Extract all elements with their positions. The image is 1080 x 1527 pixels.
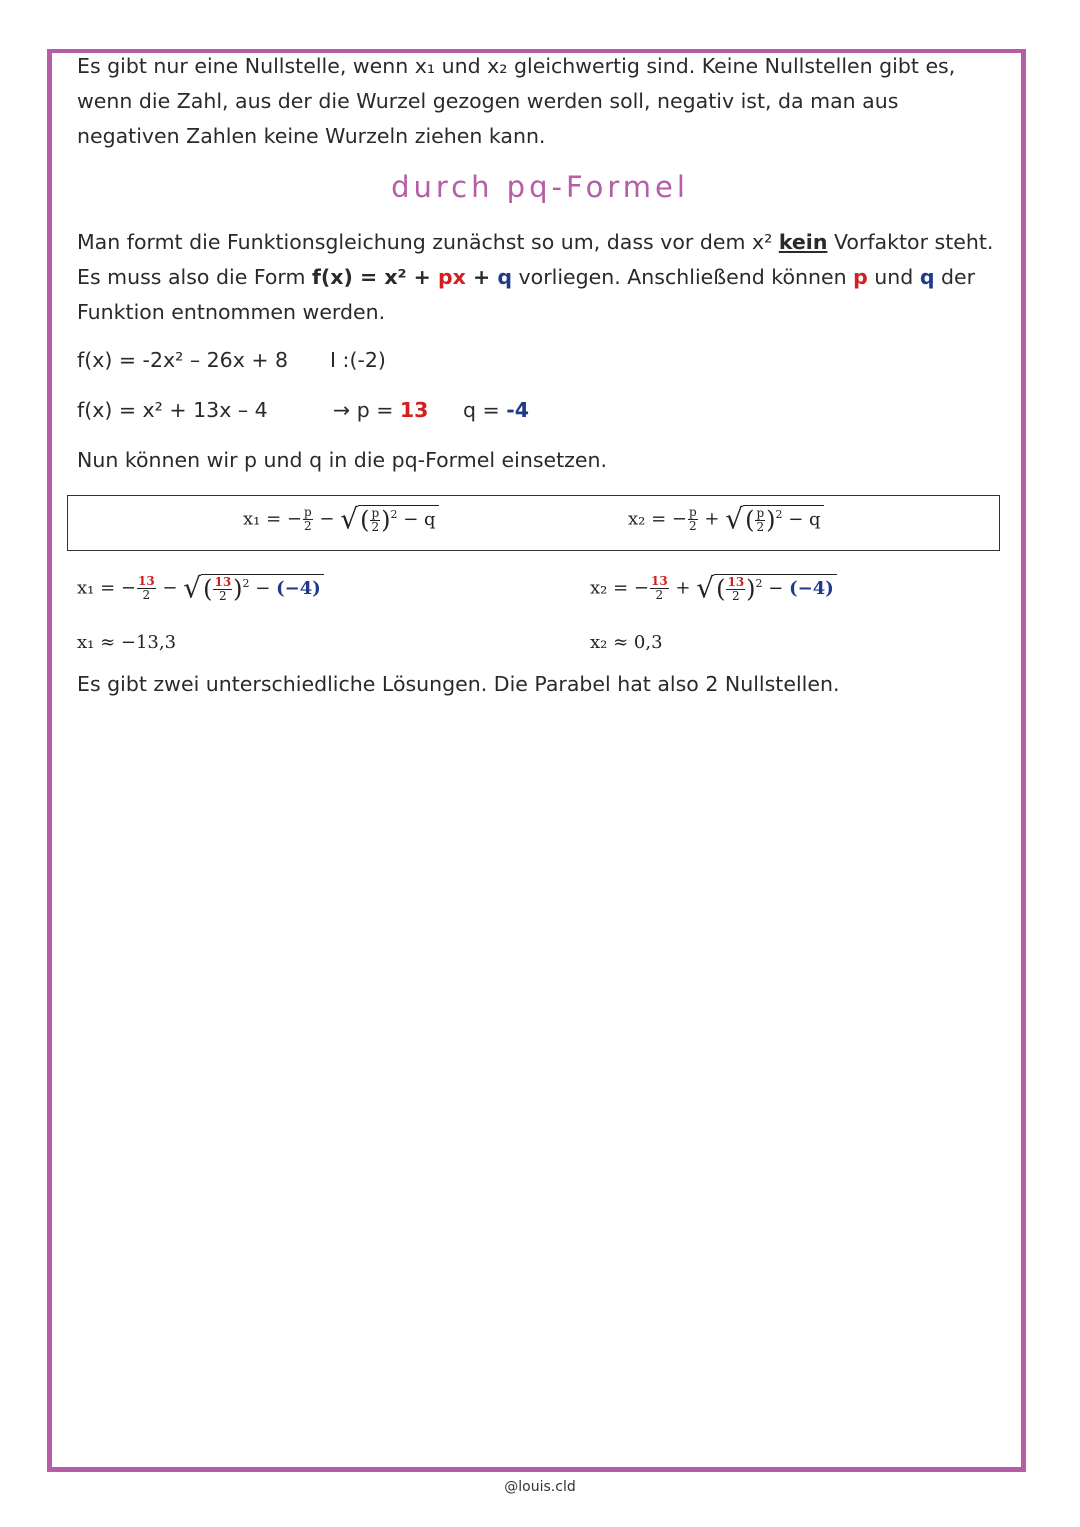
formula-plus: + [704, 508, 720, 530]
sqrt-icon: √ [340, 502, 359, 536]
sqrt-icon: √ [725, 502, 744, 536]
arrow-p-label: → p = [333, 398, 400, 422]
sub-x1-lhs: x₁ = − [77, 577, 136, 599]
explanation-text: der Funktion entnommen werden. [77, 265, 976, 324]
form-plus: + [465, 265, 498, 289]
q-value: -4 [506, 398, 530, 422]
kein-emphasis: kein [778, 230, 828, 254]
explanation-text: Vorfaktor steht. Es muss also die Form [77, 230, 994, 289]
insert-text: Nun können wir p und q in die pq-Formel einsetzen. [77, 448, 608, 472]
formula-x1-lhs: x₁ = − [243, 508, 302, 530]
explanation-text: und [867, 265, 920, 289]
sqrt-icon: √ [696, 571, 715, 605]
conclusion-text: Es gibt zwei unterschiedliche Lösungen. Die Parabel hat also 2 Nullstellen. [77, 672, 840, 696]
result-x2: x₂ ≈ 0,3 [590, 632, 663, 653]
result-x1: x₁ ≈ −13,3 [77, 632, 177, 653]
fraction-13-2: $\frac{13}{2}$ [650, 574, 668, 602]
formula-minus: − [319, 508, 335, 530]
step-eq2: f(x) = x² + 13x – 4 [77, 398, 268, 422]
fraction-13-2: $\frac{13}{2}$ [137, 574, 155, 602]
fraction-p-2: $\frac{p}{2}$ [303, 505, 312, 533]
form-q: q [497, 265, 513, 289]
substitution-x1: x₁ = − $\frac{13}{2}$ − √( $\frac{13}{2}$ )$^2$ − (−4) [77, 574, 324, 603]
step-q [463, 398, 529, 422]
pq-formula-box [67, 495, 1000, 551]
p-value: 13 [399, 398, 429, 422]
radicand: ( $\frac{13}{2}$ )$^2$ − (−4) [714, 574, 837, 603]
step-eq1: f(x) = -2x² – 26x + 8 [77, 348, 289, 372]
q-highlight: q [919, 265, 935, 289]
sqrt-icon: √ [183, 571, 202, 605]
intro-paragraph: Es gibt nur eine Nullstelle, wenn x₁ und x₂ gleichwertig sind. Keine Nullstellen gibt es, wenn die Zahl, aus der die Wurzel gezogen werden soll, negativ ist, da man aus negativen Zahlen keine Wurzeln ziehen kann. [77, 54, 956, 148]
explanation-text: vorliegen. Anschließend können [512, 265, 854, 289]
section-heading: durch pq-Formel [391, 170, 689, 204]
form-px: px [437, 265, 466, 289]
q-label: q = [463, 398, 507, 422]
form-f: f(x) = x² + [311, 265, 438, 289]
radicand: ( $\frac{p}{2}$ )$^2$ − q [358, 505, 439, 534]
radicand: ( $\frac{13}{2}$ )$^2$ − (−4) [201, 574, 324, 603]
explanation-text: Man formt die Funktionsgleichung zunächst so um, dass vor dem x² [77, 230, 779, 254]
explanation-paragraph [77, 225, 997, 330]
step-op1: I :(-2) [330, 348, 386, 372]
footer-credit: @louis.cld [504, 1479, 576, 1495]
radicand: ( $\frac{p}{2}$ )$^2$ − q [743, 505, 824, 534]
sub-x2-lhs: x₂ = − [590, 577, 649, 599]
formula-x2 [628, 502, 824, 536]
formula-x2-lhs: x₂ = − [628, 508, 687, 530]
formula-x1 [243, 502, 439, 536]
step-p [333, 398, 428, 422]
p-highlight: p [853, 265, 868, 289]
substitution-x2: x₂ = − $\frac{13}{2}$ + √( $\frac{13}{2}$ )$^2$ − (−4) [590, 574, 837, 603]
fraction-p-2: $\frac{p}{2}$ [688, 505, 697, 533]
